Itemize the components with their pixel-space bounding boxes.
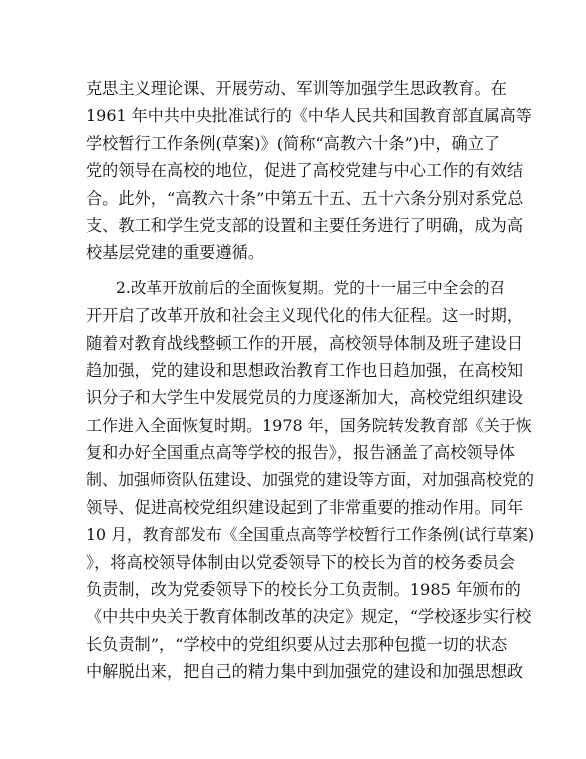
text-line: 10 月，教育部发布《全国重点高等学校暂行工作条例(试行草案) xyxy=(86,525,535,545)
paragraph-gap xyxy=(86,267,506,275)
text-line: 趋加强，党的建设和思想政治教育工作也日趋加强，在高校知 xyxy=(86,360,524,380)
text-line: 》，将高校领导体制由以党委领导下的校长为首的校务委员会 xyxy=(86,552,515,572)
text-line: 1961 年中共中央批准试行的《中华人民共和国教育部直属高等 xyxy=(86,106,532,126)
body-text xyxy=(86,75,535,686)
text-line: 工作进入全面恢复时期。1978 年，国务院转发教育部《关于恢 xyxy=(86,415,532,435)
paragraph-start-line: 2.改革开放前后的全面恢复期。党的十一届三中全会的召 xyxy=(116,278,506,297)
text-line: 中解脱出来，把自己的精力集中到加强党的建设和加强思想政 xyxy=(86,662,524,682)
text-line: 随着对教育战线整顿工作的开展，高校领导体制及班子建设日 xyxy=(86,333,524,353)
text-line: 领导、促进高校党组织建设起到了非常重要的推动作用。同年 xyxy=(86,497,524,517)
text-line: 合。此外，“高教六十条”中第五十五、五十六条分别对系党总 xyxy=(86,188,524,208)
text-line: 开开启了改革开放和社会主义现代化的伟大征程。这一时期， xyxy=(86,306,524,326)
text-line: 克思主义理论课、开展劳动、军训等加强学生思政教育。在 xyxy=(86,79,507,98)
text-line: 负责制，改为党委领导下的校长分工负责制。1985 年颁布的 xyxy=(86,580,521,600)
text-line: 长负责制”，“学校中的党组织要从过去那种包揽一切的状态 xyxy=(86,634,508,654)
text-line: 《中共中央关于教育体制改革的决定》规定，“学校逐步实行校 xyxy=(86,607,532,627)
text-line: 支、教工和学生党支部的设置和主要任务进行了明确，成为高 xyxy=(86,215,524,235)
text-line: 制、加强师资队伍建设、加强党的建设等方面，对加强高校党的 xyxy=(86,470,535,490)
text-line: 学校暂行工作条例(草案)》(简称“高教六十条”)中，确立了 xyxy=(86,133,501,153)
text-line: 识分子和大学生中发展党员的力度逐渐加大，高校党组织建设 xyxy=(86,388,524,408)
text-line: 党的领导在高校的地位，促进了高校党建与中心工作的有效结 xyxy=(86,161,524,181)
text-line: 校基层党建的重要遵循。 xyxy=(86,243,265,263)
text-line: 复和办好全国重点高等学校的报告》，报告涵盖了高校领导体 xyxy=(86,443,515,463)
